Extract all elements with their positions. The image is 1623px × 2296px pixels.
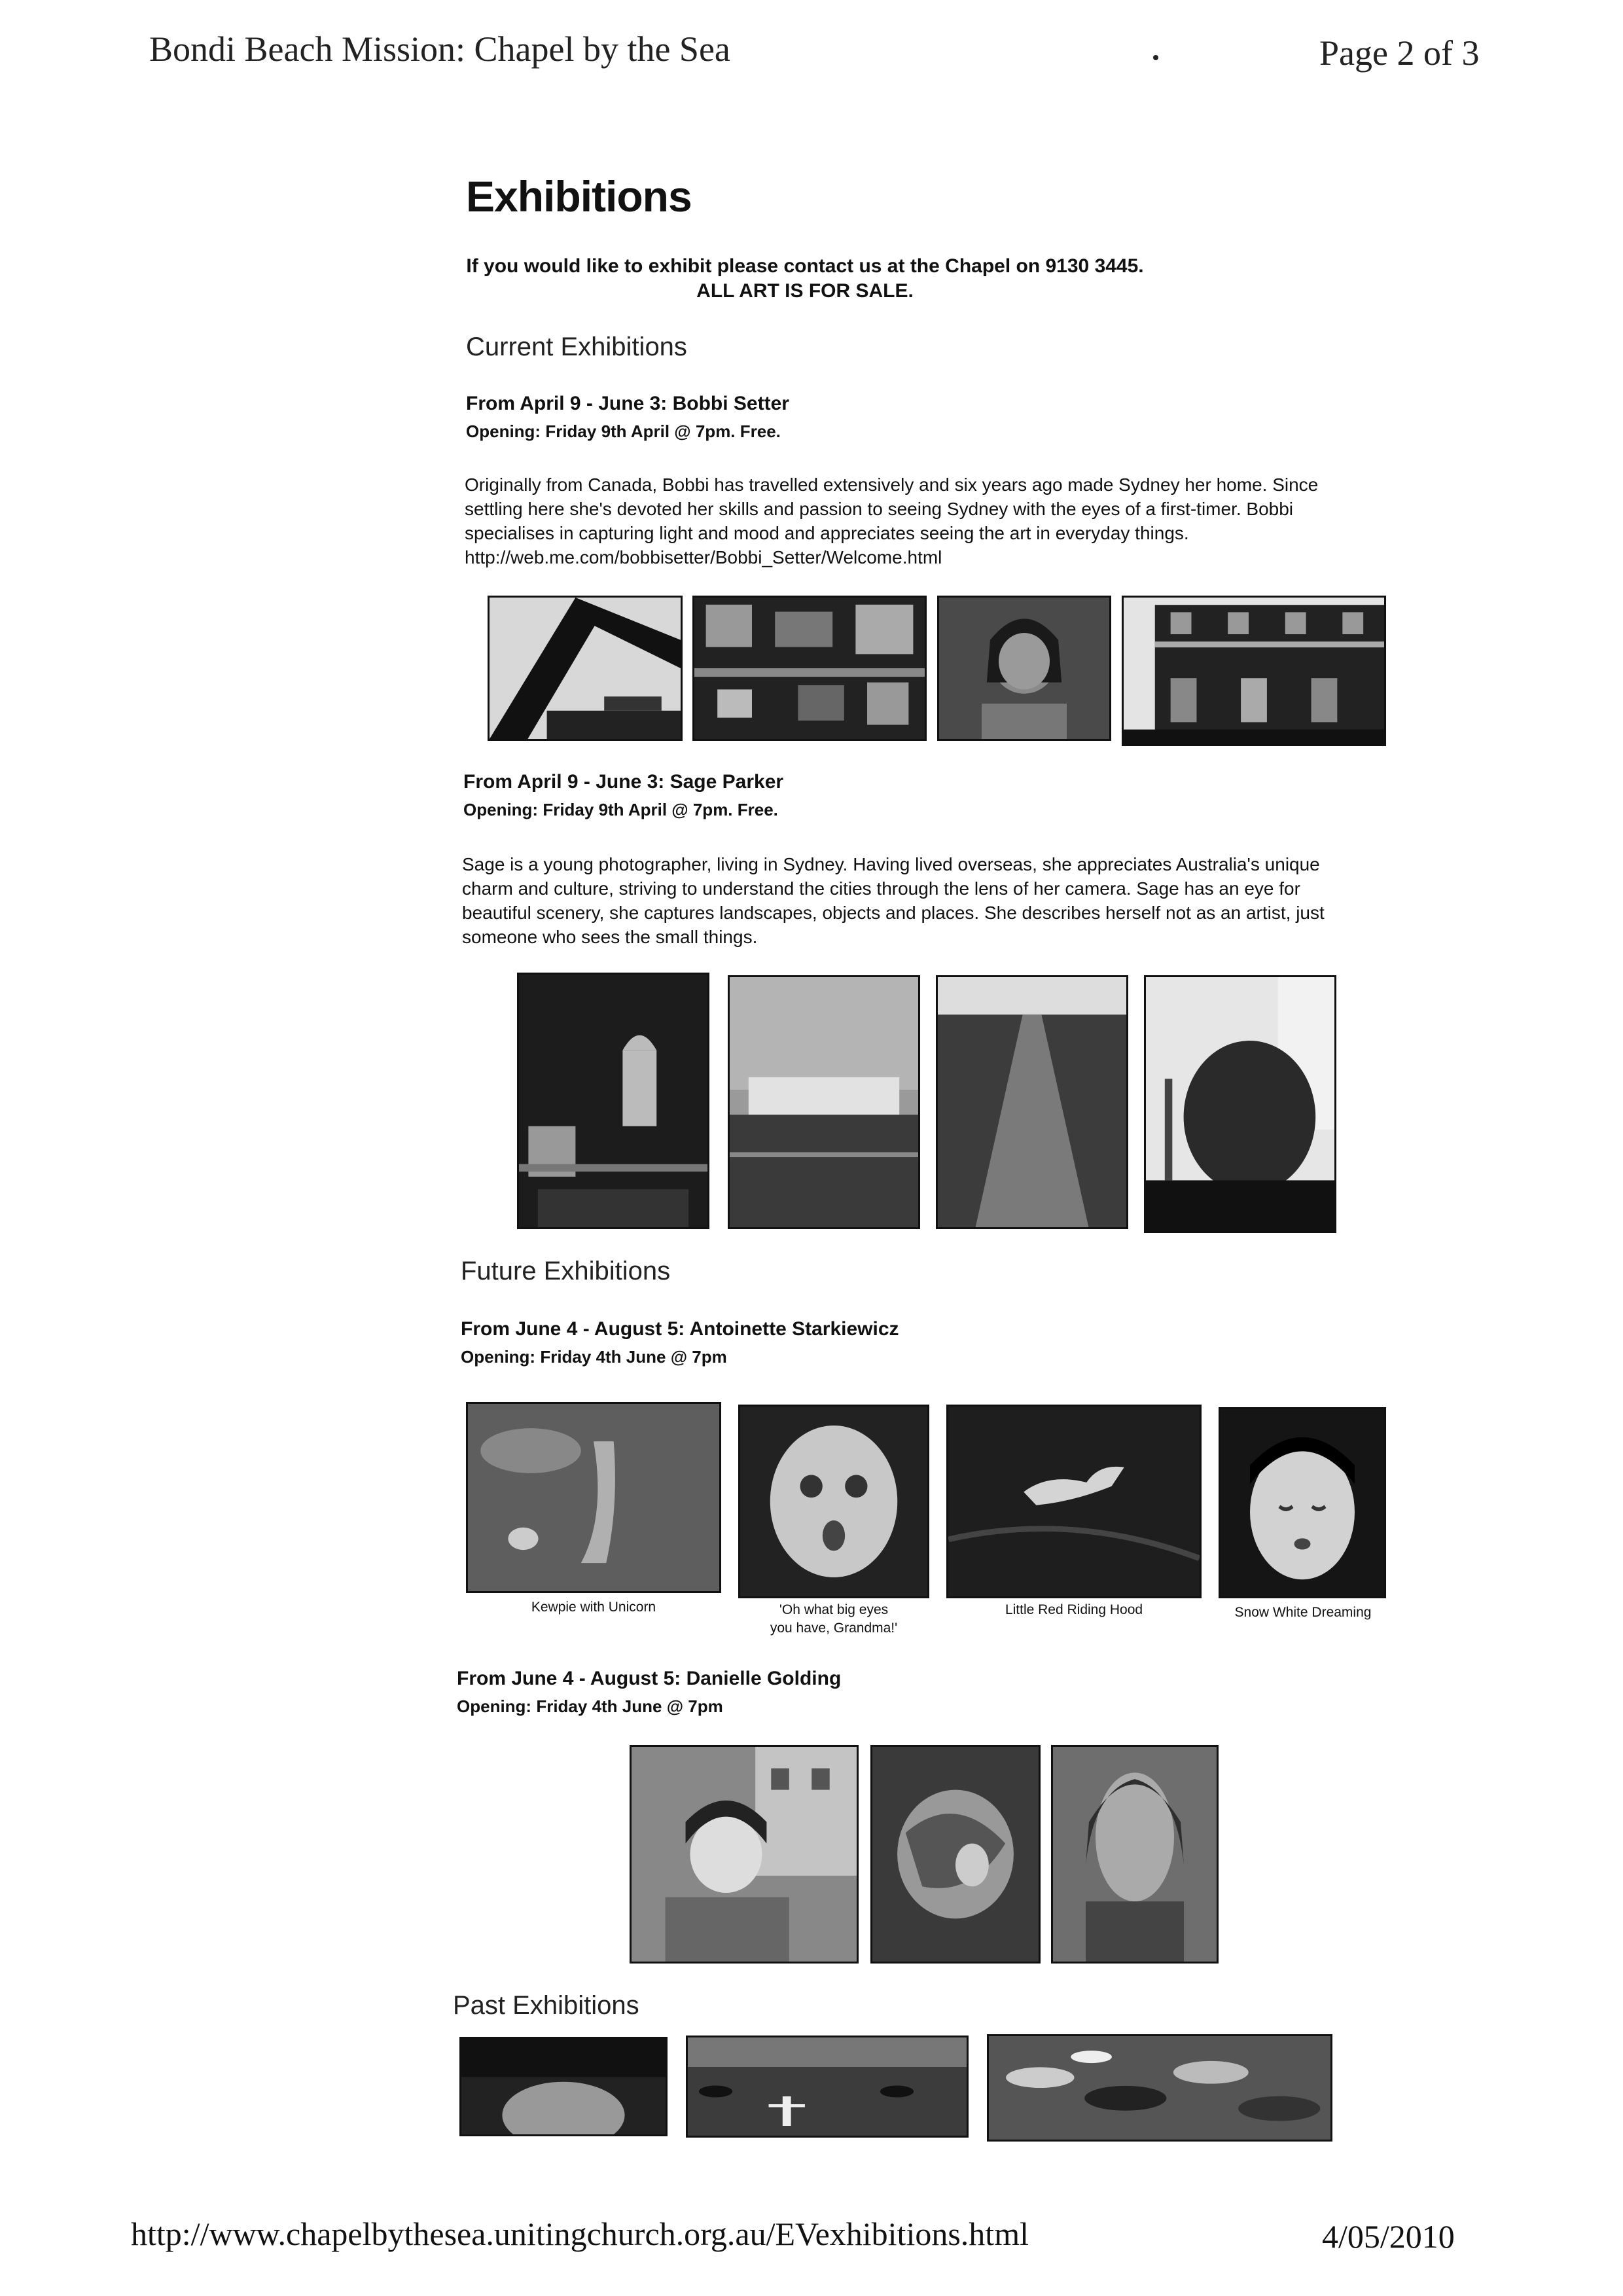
description-line: settling here she's devoted her skills and passion to seeing Sydney with the eyes of a first-timer. Bobbi <box>465 499 1294 519</box>
photo-road-landscape <box>936 975 1128 1229</box>
page-title: Exhibitions <box>466 172 692 221</box>
description-line: specialises in capturing light and mood and appreciates seeing the art in everyday things. <box>465 523 1189 543</box>
footer-url[interactable]: http://www.chapelbythesea.unitingchurch.org.au/EVexhibitions.html <box>131 2215 1029 2252</box>
description-line: Originally from Canada, Bobbi has travelled extensively and six years ago made Sydney her home. Since <box>465 475 1319 495</box>
exhibition-title-bobbi: From April 9 - June 3: Bobbi Setter <box>466 393 789 414</box>
artist-website-link[interactable]: http://web.me.com/bobbisetter/Bobbi_Setter/Welcome.html <box>465 547 942 567</box>
artwork-little-red-riding-hood <box>946 1405 1202 1598</box>
intro-text <box>458 254 1152 304</box>
artwork-big-eyes-grandma <box>738 1405 929 1598</box>
description-line: Sage is a young photographer, living in Sydney. Having lived overseas, she appreciates Australia's unique <box>462 854 1320 874</box>
current-exhibitions-heading: Current Exhibitions <box>466 332 687 361</box>
exhibition-opening-antoinette: Opening: Friday 4th June @ 7pm <box>461 1347 727 1367</box>
intro-contact: If you would like to exhibit please contact us at the Chapel on 9130 3445. <box>466 255 1144 277</box>
caption-snow-white: Snow White Dreaming <box>1234 1605 1372 1620</box>
artwork-danielle-abstract <box>870 1745 1041 1964</box>
photo-past-1 <box>459 2037 668 2136</box>
scan-speck <box>1153 55 1158 60</box>
caption-line: you have, Grandma!' <box>770 1621 898 1636</box>
exhibition-description-sage <box>462 852 1325 949</box>
photo-bridge <box>488 596 683 741</box>
exhibition-title-antoinette: From June 4 - August 5: Antoinette Starkiewicz <box>461 1318 899 1340</box>
photo-field-fence <box>728 975 920 1229</box>
description-line: someone who sees the small things. <box>462 927 758 947</box>
exhibition-opening-bobbi: Opening: Friday 9th April @ 7pm. Free. <box>466 422 781 441</box>
photo-storefront <box>692 596 927 741</box>
description-line: beautiful scenery, she captures landscapes, objects and places. She describes herself not as an artist, just <box>462 903 1325 923</box>
exhibition-opening-sage: Opening: Friday 9th April @ 7pm. Free. <box>463 800 778 819</box>
page-indicator: Page 2 of 3 <box>1319 33 1480 73</box>
photo-terrace-building <box>1122 596 1386 746</box>
caption-big-eyes <box>738 1601 929 1638</box>
artwork-danielle-portrait <box>1051 1745 1219 1964</box>
photo-plant-wall <box>1144 975 1336 1233</box>
caption-kewpie: Kewpie with Unicorn <box>531 1600 656 1615</box>
exhibition-title-danielle: From June 4 - August 5: Danielle Golding <box>457 1668 842 1689</box>
photo-past-2 <box>686 2036 969 2138</box>
caption-line: 'Oh what big eyes <box>779 1602 889 1617</box>
footer-date: 4/05/2010 <box>1322 2218 1455 2255</box>
photo-artist-portrait <box>630 1745 859 1964</box>
photo-past-3 <box>987 2034 1332 2142</box>
site-title: Bondi Beach Mission: Chapel by the Sea <box>149 29 730 69</box>
future-exhibitions-heading: Future Exhibitions <box>461 1257 671 1285</box>
exhibition-opening-danielle: Opening: Friday 4th June @ 7pm <box>457 1696 723 1716</box>
intro-sale: ALL ART IS FOR SALE. <box>696 280 914 302</box>
artwork-snow-white-dreaming <box>1219 1407 1386 1598</box>
photo-church-interior <box>517 973 709 1229</box>
exhibition-title-sage: From April 9 - June 3: Sage Parker <box>463 771 784 793</box>
past-exhibitions-heading: Past Exhibitions <box>453 1991 639 2020</box>
caption-red-riding-hood: Little Red Riding Hood <box>1005 1602 1143 1617</box>
exhibition-description-bobbi <box>465 473 1318 569</box>
photo-woman-portrait <box>937 596 1111 741</box>
artwork-kewpie-unicorn <box>466 1402 721 1593</box>
description-line: charm and culture, striving to understand the cities through the lens of her camera. Sage has an eye for <box>462 878 1300 899</box>
